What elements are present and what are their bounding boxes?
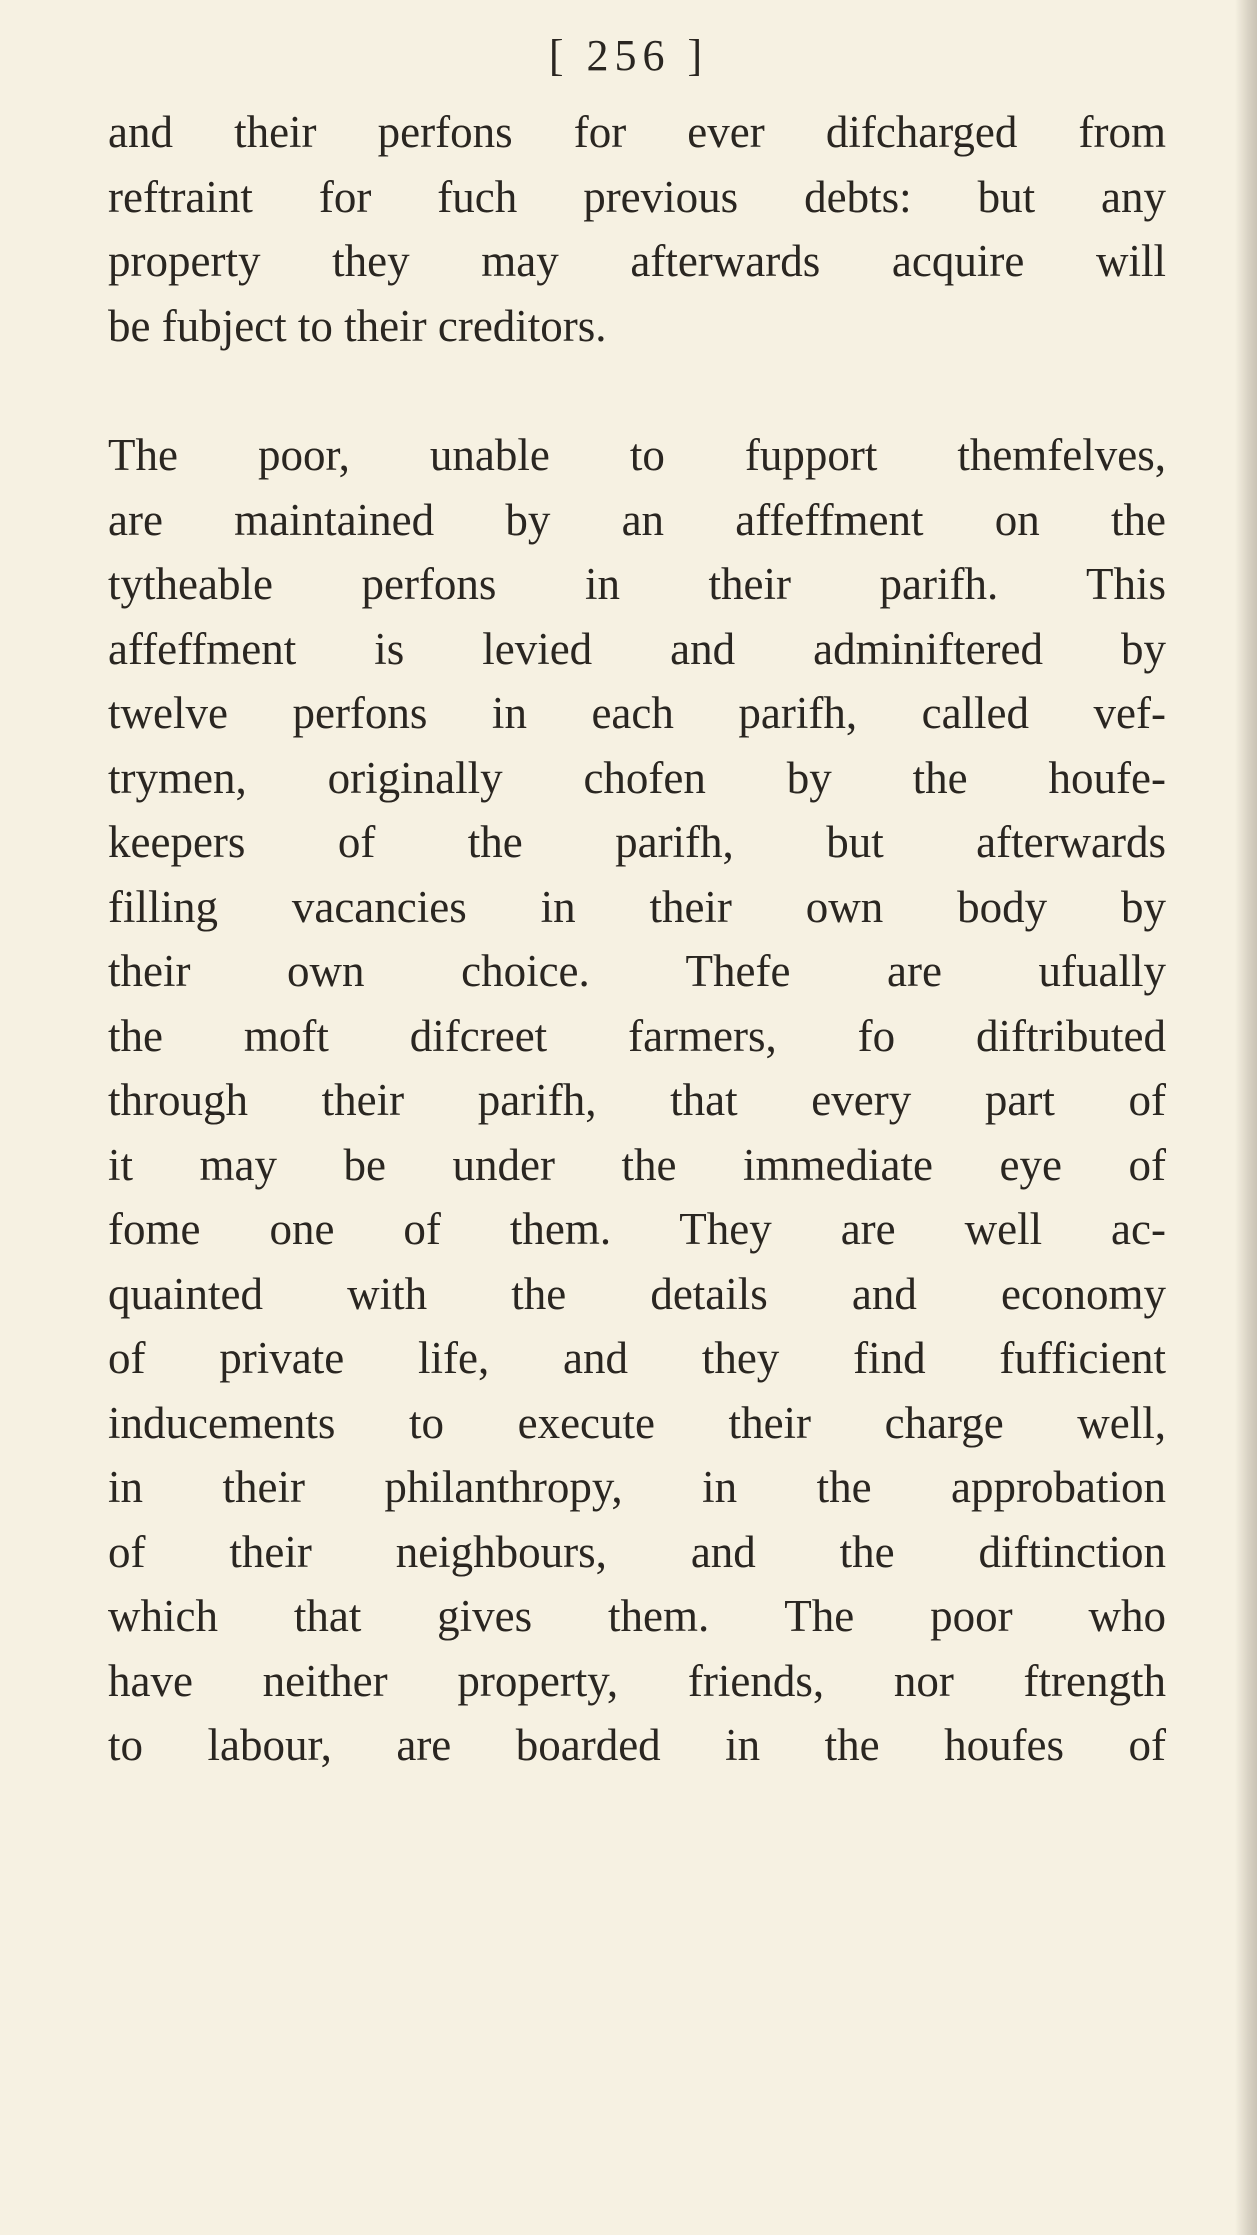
- page-body: [108, 100, 1166, 1778]
- paragraph-1: [108, 100, 1166, 358]
- text-line: filling vacancies in their own body by: [108, 881, 1166, 932]
- text-line: inducements to execute their charge well,: [108, 1397, 1166, 1448]
- page-number-header: [ 256 ]: [548, 31, 709, 80]
- text-line: and their perfons for ever difcharged from: [108, 107, 1166, 157]
- page-edge-shadow: [1235, 0, 1257, 2235]
- text-line: their own choice. Thefe are ufually: [108, 946, 1166, 996]
- text-line: in their philanthropy, in the approbation: [108, 1462, 1166, 1512]
- text-line: the moft difcreet farmers, fo diftributed: [108, 1010, 1166, 1061]
- text-line: fome one of them. They are well ac-: [108, 1204, 1166, 1254]
- paragraph-2: [108, 423, 1166, 1778]
- text-line: are maintained by an affeffment on the: [108, 494, 1166, 545]
- text-line: quainted with the details and economy: [108, 1268, 1166, 1319]
- text-line: affeffment is levied and adminiftered by: [108, 623, 1166, 674]
- text-line: to labour, are boarded in the houfes of: [108, 1720, 1166, 1770]
- text-line: reftraint for fuch previous debts: but any: [108, 171, 1166, 222]
- text-line: it may be under the immediate eye of: [108, 1139, 1166, 1190]
- text-line: tytheable perfons in their parifh. This: [108, 559, 1166, 609]
- text-line: of their neighbours, and the diftinction: [108, 1526, 1166, 1577]
- text-line: of private life, and they find fufficient: [108, 1333, 1166, 1383]
- text-line: have neither property, friends, nor ftrength: [108, 1655, 1166, 1706]
- text-line: twelve perfons in each parifh, called vef-: [108, 688, 1166, 738]
- text-line: property they may afterwards acquire will: [108, 236, 1166, 286]
- text-line: The poor, unable to fupport themfelves,: [108, 430, 1166, 480]
- text-line: through their parifh, that every part of: [108, 1075, 1166, 1125]
- paragraph-gap: [108, 358, 1166, 423]
- text-line: which that gives them. The poor who: [108, 1591, 1166, 1641]
- text-line: keepers of the parifh, but afterwards: [108, 817, 1166, 867]
- text-line: trymen, originally chofen by the houfe-: [108, 752, 1166, 803]
- text-line: be fubject to their creditors.: [108, 300, 607, 351]
